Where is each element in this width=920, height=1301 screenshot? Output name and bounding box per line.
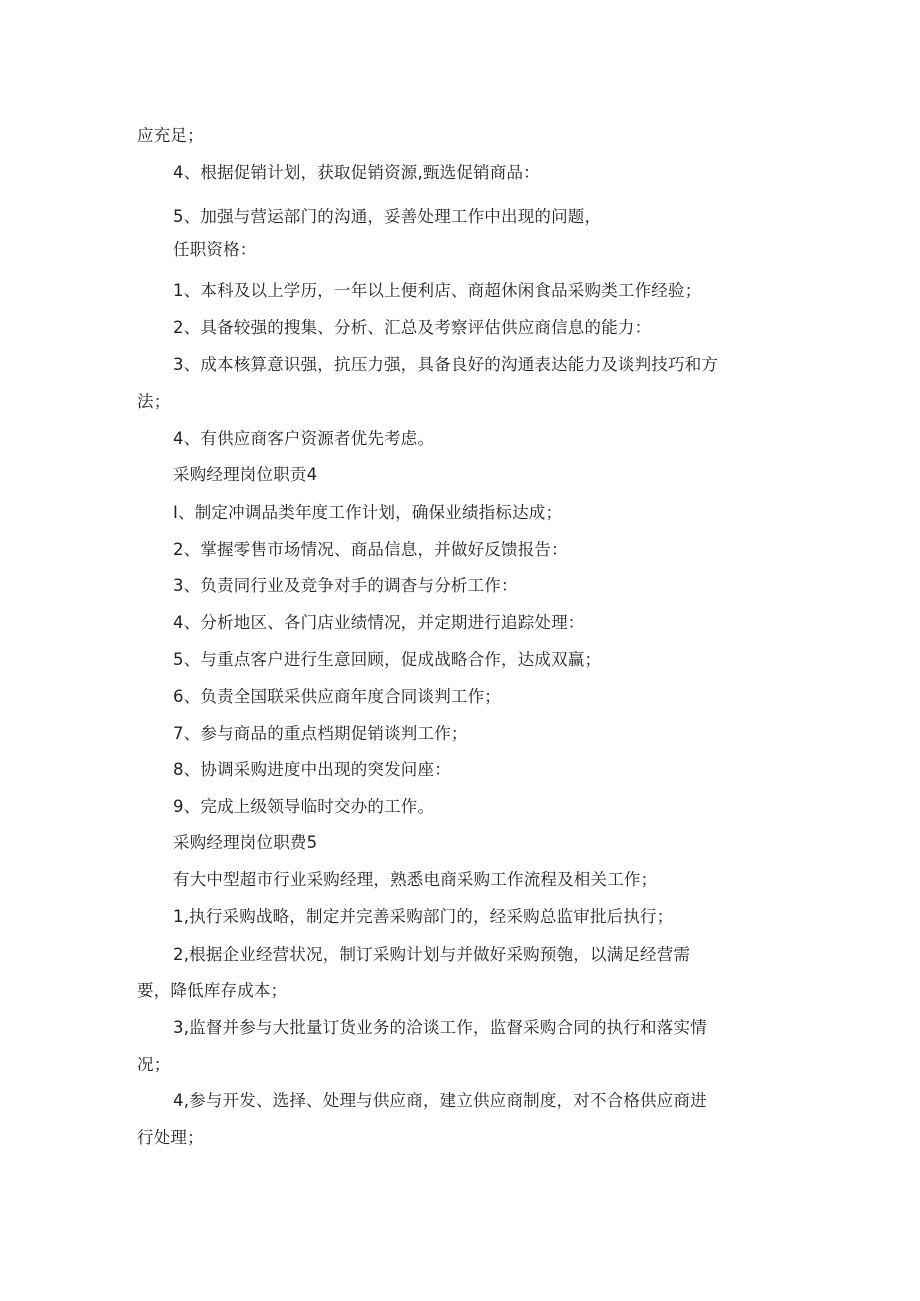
text-line: 2、具备较强的搜集、分析、汇总及考察评估供应商信息的能力： [173, 318, 652, 337]
text-line: 3、成本核算意识强，抗压力强，具备良好的沟通表达能力及谈判技巧和方 [173, 355, 719, 374]
text-line: 1,执行采购战略，制定并完善采购部门的，经采购总监审批后执行； [173, 907, 674, 926]
text-line: 2,根据企业经营状况，制订采购计划与并做好采购预匏，以满足经营需 [173, 945, 691, 964]
text-line: 6、负责全国联采供应商年度合同谈判工作； [173, 687, 501, 706]
text-line: 况； [137, 1055, 171, 1074]
text-line: 3,监督并参与大批量订货业务的洽谈工作，监督采购合同的执行和落实情 [173, 1018, 707, 1037]
text-line: 任职资格： [173, 240, 257, 259]
section-heading: 采购经理岗位职贡4 [173, 465, 318, 484]
text-line: 3、负责同行业及竞争对手的调杳与分析工作： [173, 576, 518, 595]
text-line: 法； [137, 392, 171, 411]
text-line: 4,参与开发、选择、处理与供应商，建立供应商制度，对不合格供应商进 [173, 1091, 707, 1110]
text-line: I、制定冲调品类年度工作计划，确保业绩指标达成； [173, 503, 563, 522]
text-line: 4、根据促销计划，获取促销资源,甄选促销商品： [173, 163, 540, 182]
text-line: 4、分析地区、各门店业绩情况，并定期进行追踪处理： [173, 613, 585, 632]
text-line: 要，降低库存成本； [137, 981, 288, 1000]
text-line: 4、有供应商客户资源者优先考虑。 [173, 429, 435, 448]
text-line: 有大中型超市行业采购经理，熟悉电商采购工作流程及相关工作； [173, 870, 658, 889]
text-line: 行处理； [137, 1128, 204, 1147]
text-line: 2、掌握零售市场情况、商品信息，并做好反馈报告： [173, 540, 568, 559]
text-line: 8、协调采购进度中出现的突发问座： [173, 760, 451, 779]
text-line: 5、加强与营运部门的沟通，妥善处理工作中出现的问题， [173, 207, 602, 226]
text-line: 应充足； [137, 126, 204, 145]
text-line: 1、本科及以上学历，一年以上便利店、商超休闲食品采购类工作经验； [173, 281, 702, 300]
text-line: 7、参与商品的重点档期促销谈判工作； [173, 724, 468, 743]
section-heading: 采购经理岗位职费5 [173, 833, 318, 852]
text-line: 9、完成上级领导临时交办的工作。 [173, 797, 435, 816]
text-line: 5、与重点客户进行生意回顾，促成战略合作，达成双赢； [173, 650, 602, 669]
